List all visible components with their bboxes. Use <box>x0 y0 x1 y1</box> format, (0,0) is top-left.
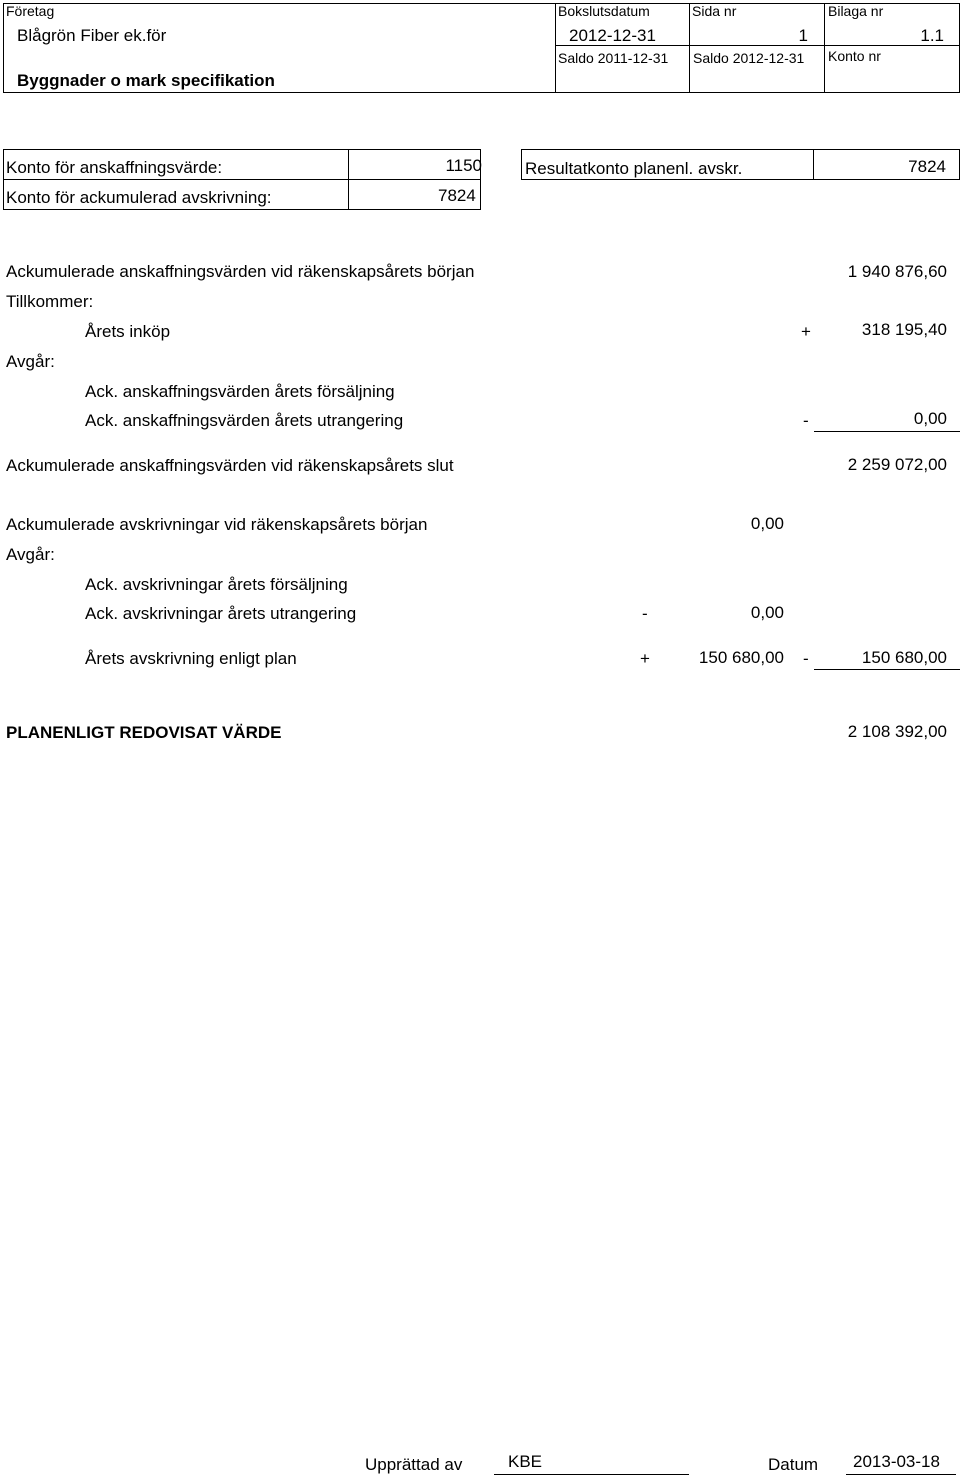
acquisition-account-label: Konto för anskaffningsvärde: <box>6 158 223 177</box>
purchases-value: 318 195,40 <box>861 320 947 339</box>
acq-opening-label: Ackumulerade anskaffningsvärden vid räkenskapsårets början <box>6 262 475 281</box>
balance-prev-label: Saldo 2011-12-31 <box>558 50 669 66</box>
acq-sales-label: Ack. anskaffningsvärden årets försäljning <box>85 382 395 401</box>
result-account-divider <box>813 149 814 180</box>
date-value: 2013-03-18 <box>853 1452 940 1471</box>
acq-scrap-sign: - <box>803 411 809 430</box>
purchases-sign: + <box>801 322 811 341</box>
dep-deductions-label: Avgår: <box>6 545 55 564</box>
header-divider <box>689 3 690 93</box>
acquisition-account-value: 1150 <box>445 156 482 175</box>
result-account-value: 7824 <box>908 157 946 176</box>
sum-underline <box>814 669 960 670</box>
depreciation-account-label: Konto för ackumulerad avskrivning: <box>6 188 272 207</box>
additions-label: Tillkommer: <box>6 292 94 311</box>
prepared-by-value: KBE <box>508 1452 543 1471</box>
dep-scrap-value: 0,00 <box>750 603 784 622</box>
sum-underline <box>814 431 960 432</box>
appendix-label: Bilaga nr <box>828 3 884 19</box>
dep-total-value: 150 680,00 <box>861 648 947 667</box>
signature-line <box>494 1474 689 1475</box>
result-account-label: Resultatkonto planenl. avskr. <box>525 159 743 178</box>
depreciation-account-value: 7824 <box>438 186 476 205</box>
acq-opening-value: 1 940 876,60 <box>847 262 947 281</box>
closing-date-label: Bokslutsdatum <box>558 3 650 19</box>
deductions-label: Avgår: <box>6 352 55 371</box>
account-box-divider <box>3 179 481 180</box>
company-name: Blågrön Fiber ek.för <box>17 26 167 45</box>
dep-year-value: 150 680,00 <box>698 648 784 667</box>
acq-scrap-value: 0,00 <box>913 409 947 428</box>
dep-opening-value: 0,00 <box>750 514 784 533</box>
header-divider <box>824 3 825 93</box>
closing-date: 2012-12-31 <box>569 26 656 45</box>
dep-scrap-sign: - <box>642 604 648 623</box>
book-value-label: PLANENLIGT REDOVISAT VÄRDE <box>6 723 282 742</box>
purchases-label: Årets inköp <box>85 322 171 341</box>
header-divider <box>555 3 556 93</box>
book-value: 2 108 392,00 <box>847 722 947 741</box>
dep-year-sign: + <box>640 649 650 668</box>
prepared-by-label: Upprättad av <box>365 1455 463 1474</box>
dep-year-label: Årets avskrivning enligt plan <box>85 649 297 668</box>
acq-scrap-label: Ack. anskaffningsvärden årets utrangering <box>85 411 404 430</box>
company-label: Företag <box>6 3 55 19</box>
date-line <box>846 1474 956 1475</box>
dep-sales-label: Ack. avskrivningar årets försäljning <box>85 575 348 594</box>
page-number-label: Sida nr <box>692 3 737 19</box>
page-number: 1 <box>798 26 808 45</box>
dep-total-sign: - <box>803 649 809 668</box>
account-box-divider <box>348 149 349 210</box>
balance-curr-label: Saldo 2012-12-31 <box>693 50 805 66</box>
acq-closing-label: Ackumulerade anskaffningsvärden vid räkenskapsårets slut <box>6 456 454 475</box>
acq-closing-value: 2 259 072,00 <box>847 455 947 474</box>
page-title: Byggnader o mark specifikation <box>17 71 275 90</box>
account-no-label: Konto nr <box>828 48 881 64</box>
dep-scrap-label: Ack. avskrivningar årets utrangering <box>85 604 357 623</box>
date-label: Datum <box>768 1455 819 1474</box>
appendix-number: 1.1 <box>920 26 944 45</box>
dep-opening-label: Ackumulerade avskrivningar vid räkenskapsårets början <box>6 515 428 534</box>
